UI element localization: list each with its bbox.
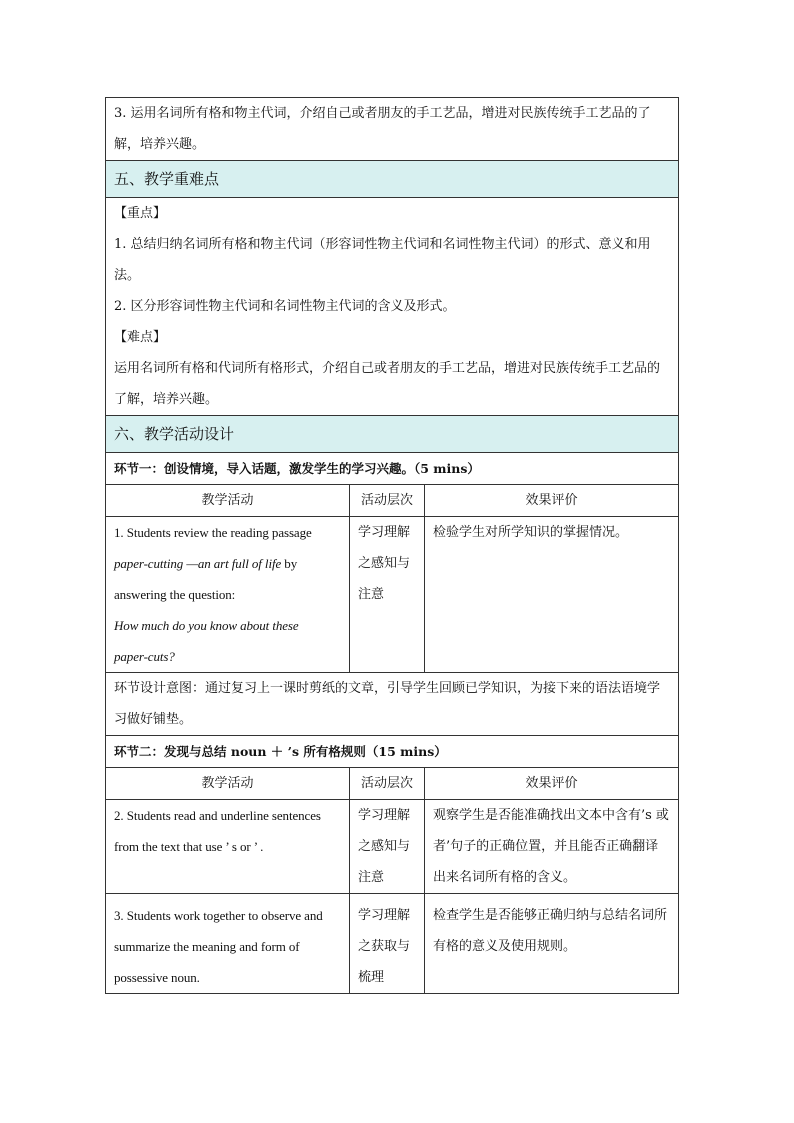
column-header-level-2: 活动层次	[350, 768, 425, 800]
section-6-title: 六、教学活动设计	[106, 416, 679, 453]
activity-row-2	[106, 800, 679, 894]
activity-1-question-line-2: paper-cuts?	[114, 649, 175, 664]
key-point-2: 2. 区分形容词性物主代词和名词性物主代词的含义及形式。	[114, 299, 456, 314]
activity-2-level: 学习理解之感知与注意	[350, 800, 425, 894]
activity-1-cell	[106, 517, 350, 673]
objective-3-text: 3. 运用名词所有格和物主代词，介绍自己或者朋友的手工艺品，增进对民族传统手工艺品的了解，培养兴趣。	[106, 98, 679, 161]
column-header-activity: 教学活动	[106, 485, 350, 517]
lesson-plan-table	[105, 97, 679, 994]
activity-2-evaluation: 观察学生是否能准确找出文本中含有’s 或者’句子的正确位置，并且能否正确翻译出来名词所有格的含义。	[425, 800, 679, 894]
stage-1-title-row	[106, 453, 679, 485]
activity-2-cell: 2. Students read and underline sentences from the text that use ’ s or ’ .	[106, 800, 350, 894]
column-header-row	[106, 485, 679, 517]
activity-1-question-line-1: How much do you know about these	[114, 618, 299, 633]
document-page	[105, 97, 678, 994]
activity-1-line-2-rest: by	[281, 556, 298, 571]
difficult-points-label: 【难点】	[114, 330, 167, 345]
section-5-title: 五、教学重难点	[106, 161, 679, 198]
key-points-label: 【重点】	[114, 206, 167, 221]
activity-3-level: 学习理解之获取与梳理	[350, 894, 425, 994]
passage-title: paper-cutting —an art full of life	[114, 556, 282, 571]
section-5-header-row	[106, 161, 679, 198]
activity-row-1	[106, 517, 679, 673]
activity-1-line-2	[114, 548, 341, 579]
stage-1-intent-row	[106, 673, 679, 736]
stage-1-intent: 环节设计意图：通过复习上一课时剪纸的文章，引导学生回顾已学知识，为接下来的语法语境学习做好铺垫。	[106, 673, 679, 736]
section-6-header-row	[106, 416, 679, 453]
stage-2-title-row	[106, 736, 679, 768]
activity-1-evaluation: 检验学生对所学知识的掌握情况。	[425, 517, 679, 673]
activity-3-cell: 3. Students work together to observe and summarize the meaning and form of possessive noun.	[106, 894, 350, 994]
column-header-row-2	[106, 768, 679, 800]
stage-2-title: 环节二：发现与总结 noun ＋ ’s 所有格规则（15 mins）	[106, 736, 679, 768]
difficult-point-text: 运用名词所有格和代词所有格形式，介绍自己或者朋友的手工艺品，增进对民族传统手工艺品的了解，培养兴趣。	[114, 361, 661, 407]
objective-row	[106, 98, 679, 161]
column-header-evaluation: 效果评价	[425, 485, 679, 517]
section-5-content	[106, 198, 679, 416]
activity-1-line-1: 1. Students review the reading passage	[114, 525, 312, 540]
activity-row-3	[106, 894, 679, 994]
column-header-level: 活动层次	[350, 485, 425, 517]
activity-3-evaluation: 检查学生是否能够正确归纳与总结名词所有格的意义及使用规则。	[425, 894, 679, 994]
column-header-activity-2: 教学活动	[106, 768, 350, 800]
activity-1-line-3: answering the question:	[114, 587, 236, 602]
stage-1-title: 环节一：创设情境，导入话题，激发学生的学习兴趣。（5 mins）	[106, 453, 679, 485]
section-5-content-row	[106, 198, 679, 416]
activity-1-level: 学习理解之感知与注意	[350, 517, 425, 673]
column-header-evaluation-2: 效果评价	[425, 768, 679, 800]
key-point-1: 1. 总结归纳名词所有格和物主代词（形容词性物主代词和名词性物主代词）的形式、意义和用法。	[114, 237, 651, 283]
